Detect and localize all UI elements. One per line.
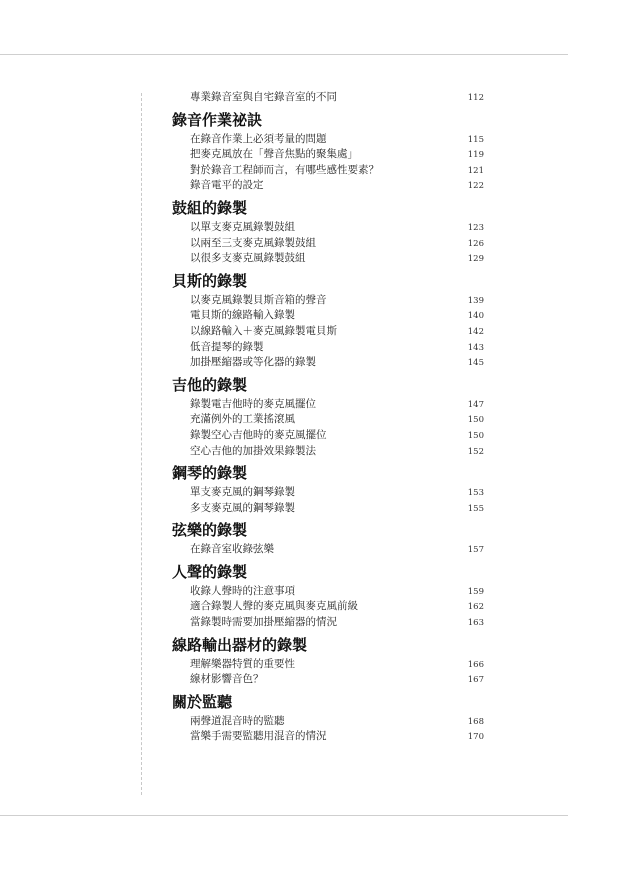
section-title: 人聲的錄製 — [172, 562, 248, 581]
toc-section — [172, 518, 484, 558]
toc-section — [172, 269, 484, 371]
entry-title: 適合錄製人聲的麥克風與麥克風前級 — [190, 600, 358, 613]
entry-page-number: 159 — [467, 586, 484, 597]
section-title: 鋼琴的錄製 — [172, 464, 248, 483]
entry-title: 以單支麥克風錄製鼓組 — [190, 220, 295, 233]
toc-section — [172, 633, 484, 688]
entry-title: 錄音電平的設定 — [190, 179, 264, 192]
entry-page-number: 112 — [467, 93, 484, 103]
toc-section — [172, 108, 484, 194]
toc-entry — [172, 236, 484, 252]
toc-entry — [172, 220, 484, 236]
entry-title: 對於錄音工程師而言，有哪些感性要素？ — [190, 163, 379, 176]
entry-title: 收錄人聲時的注意事項 — [190, 584, 295, 597]
margin-guide-line — [141, 93, 142, 795]
toc-entry — [172, 444, 484, 460]
entry-title: 空心吉他的加掛效果錄製法 — [190, 444, 316, 457]
toc-entry — [172, 355, 484, 371]
entry-page-number: 140 — [467, 311, 484, 322]
bottom-rule — [0, 815, 568, 816]
entry-page-number: 163 — [467, 618, 484, 629]
entry-title: 充滿例外的工業搖滾風 — [190, 413, 295, 426]
toc-entry — [172, 293, 484, 309]
entry-title: 錄製空心吉他時的麥克風擺位 — [190, 428, 327, 441]
toc-entry — [172, 163, 484, 179]
entry-title: 在錄音作業上必須考量的問題 — [190, 132, 327, 145]
entry-title: 以兩至三支麥克風錄製鼓組 — [190, 236, 316, 249]
entry-page-number: 121 — [467, 165, 484, 176]
toc-entry — [172, 485, 484, 501]
toc-lead-entry — [172, 90, 484, 106]
entry-title: 把麥克風放在「聲音焦點的聚集處」 — [190, 148, 358, 161]
toc-entry — [172, 428, 484, 444]
entry-title: 兩聲道混音時的監聽 — [190, 714, 285, 727]
toc-entry — [172, 308, 484, 324]
toc-entry — [172, 599, 484, 615]
toc-section — [172, 196, 484, 267]
top-rule — [0, 54, 568, 55]
toc-entry — [172, 714, 484, 730]
entry-title: 在錄音室收錄弦樂 — [190, 543, 274, 556]
entry-page-number: 155 — [467, 503, 484, 514]
toc-entry — [172, 542, 484, 558]
toc-entry — [172, 147, 484, 163]
section-title: 吉他的錄製 — [172, 375, 248, 394]
toc-section — [172, 461, 484, 516]
toc-entry — [172, 501, 484, 517]
section-title: 線路輸出器材的錄製 — [172, 635, 308, 654]
toc-section — [172, 560, 484, 631]
entry-title: 單支麥克風的鋼琴錄製 — [190, 486, 295, 499]
toc-entry — [172, 412, 484, 428]
section-title: 鼓組的錄製 — [172, 198, 248, 217]
toc-entry — [172, 178, 484, 194]
entry-page-number: 152 — [467, 446, 484, 457]
toc-entry — [172, 340, 484, 356]
entry-title: 以很多支麥克風錄製鼓組 — [190, 252, 306, 265]
toc-entry — [172, 132, 484, 148]
entry-page-number: 123 — [467, 222, 484, 233]
entry-title: 當錄製時需要加掛壓縮器的情況 — [190, 616, 337, 629]
entry-page-number: 139 — [467, 295, 484, 306]
entry-page-number: 166 — [467, 659, 484, 670]
entry-page-number: 115 — [467, 134, 484, 145]
entry-page-number: 126 — [467, 238, 484, 249]
entry-page-number: 147 — [467, 399, 484, 410]
entry-title: 加掛壓縮器或等化器的錄製 — [190, 356, 316, 369]
toc-entry — [172, 324, 484, 340]
table-of-contents — [172, 90, 484, 747]
entry-title: 以線路輸入＋麥克風錄製電貝斯 — [190, 324, 337, 337]
entry-title: 以麥克風錄製貝斯音箱的聲音 — [190, 293, 327, 306]
section-title: 錄音作業祕訣 — [172, 110, 263, 129]
entry-page-number: 122 — [467, 181, 484, 192]
entry-page-number: 168 — [467, 716, 484, 727]
entry-title: 錄製電吉他時的麥克風擺位 — [190, 397, 316, 410]
section-title: 貝斯的錄製 — [172, 271, 248, 290]
entry-page-number: 150 — [467, 430, 484, 441]
toc-section — [172, 690, 484, 745]
entry-title: 多支麥克風的鋼琴錄製 — [190, 501, 295, 514]
entry-title: 當樂手需要監聽用混音的情況 — [190, 730, 327, 743]
entry-page-number: 150 — [467, 415, 484, 426]
entry-title: 專業錄音室與自宅錄音室的不同 — [190, 91, 337, 103]
section-title: 關於監聽 — [172, 692, 233, 711]
entry-page-number: 153 — [467, 488, 484, 499]
entry-title: 線材影響音色？ — [190, 673, 264, 686]
toc-entry — [172, 615, 484, 631]
entry-page-number: 142 — [467, 326, 484, 337]
entry-title: 理解樂器特質的重要性 — [190, 657, 295, 670]
entry-title: 電貝斯的線路輸入錄製 — [190, 309, 295, 322]
toc-entry — [172, 251, 484, 267]
toc-entry — [172, 729, 484, 745]
toc-section — [172, 373, 484, 459]
toc-entry — [172, 672, 484, 688]
entry-page-number: 162 — [467, 602, 484, 613]
toc-entry — [172, 584, 484, 600]
entry-page-number: 157 — [467, 545, 484, 556]
entry-page-number: 167 — [467, 675, 484, 686]
entry-page-number: 143 — [467, 342, 484, 353]
toc-entry — [172, 397, 484, 413]
toc-entry — [172, 657, 484, 673]
entry-title: 低音提琴的錄製 — [190, 340, 264, 353]
section-title: 弦樂的錄製 — [172, 521, 248, 540]
entry-page-number: 170 — [467, 732, 484, 743]
entry-page-number: 145 — [467, 358, 484, 369]
entry-page-number: 119 — [467, 150, 484, 161]
entry-page-number: 129 — [467, 254, 484, 265]
